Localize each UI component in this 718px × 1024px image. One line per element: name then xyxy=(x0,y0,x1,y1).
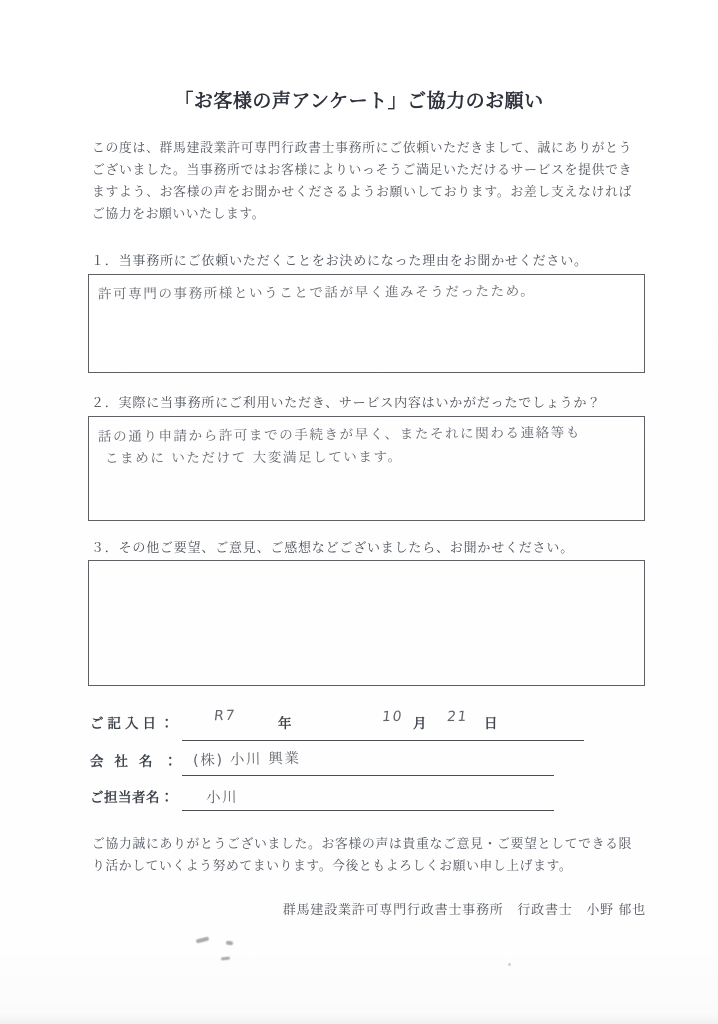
ink-smudge xyxy=(226,941,233,946)
date-day-handwritten-value: 21 xyxy=(445,708,470,726)
company-handwritten-value: (株) 小川 興業 xyxy=(192,750,301,770)
date-year-handwritten-value: R7 xyxy=(212,707,237,725)
question-3-label: ３．その他ご要望、ご意見、ご感想などございましたら、お聞かせください。 xyxy=(91,540,575,555)
date-field-label: ご記入日： xyxy=(90,716,178,731)
document-title: 「お客様の声アンケート」ご協力のお願い xyxy=(174,91,544,112)
contact-field-label: ご担当者名： xyxy=(90,790,174,805)
question-2-handwritten-answer-line-1: 話の通り申請から許可までの手続きが早く、またそれに関わる連絡等も xyxy=(97,424,582,446)
date-field-underline xyxy=(182,740,584,741)
date-month-unit: 月 xyxy=(413,716,427,731)
scan-speck xyxy=(508,963,511,966)
question-2-handwritten-answer-line-2: こまめに いただけて 大変満足しています。 xyxy=(104,449,403,467)
closing-thanks-paragraph: ご協力誠にありがとうございました。お客様の声は貴重なご意見・ご要望としてできる限り活かしていくよう努めてまいります。今後ともよろしくお願い申し上げます。 xyxy=(92,836,632,873)
date-year-unit: 年 xyxy=(278,716,292,731)
question-3-answer-box xyxy=(88,560,645,686)
question-2-label: ２．実際に当事務所にご利用いただき、サービス内容はいかがだったでしょうか？ xyxy=(91,395,602,410)
question-2-answer-box xyxy=(88,416,645,521)
question-1-label: １．当事務所にご依頼いただくことをお決めになった理由をお聞かせください。 xyxy=(91,253,588,268)
contact-field-underline xyxy=(182,810,554,811)
intro-paragraph: この度は、群馬建設業許可専門行政書士事務所にご依頼いただきまして、誠にありがとうございました。当事務所ではお客様によりいっそうご満足いただけるサービスを提供できますよう、お客様の声をお聞かせくださるようお願いしております。お差し支えなければご協力をお願いいたします。 xyxy=(92,140,632,221)
question-1-answer-box xyxy=(88,274,645,373)
date-month-handwritten-value: 10 xyxy=(380,708,405,726)
company-field-underline xyxy=(182,775,554,776)
ink-smudge xyxy=(196,936,210,943)
office-signature: 群馬建設業許可専門行政書士事務所 行政書士 小野 郁也 xyxy=(282,902,646,917)
contact-handwritten-value: 小川 xyxy=(205,789,239,807)
ink-smudge xyxy=(221,957,230,961)
question-1-handwritten-answer: 許可専門の事務所様ということで話が早く進みそうだったため。 xyxy=(97,283,536,303)
company-field-label: 会社名： xyxy=(90,754,188,769)
date-day-unit: 日 xyxy=(484,716,498,731)
